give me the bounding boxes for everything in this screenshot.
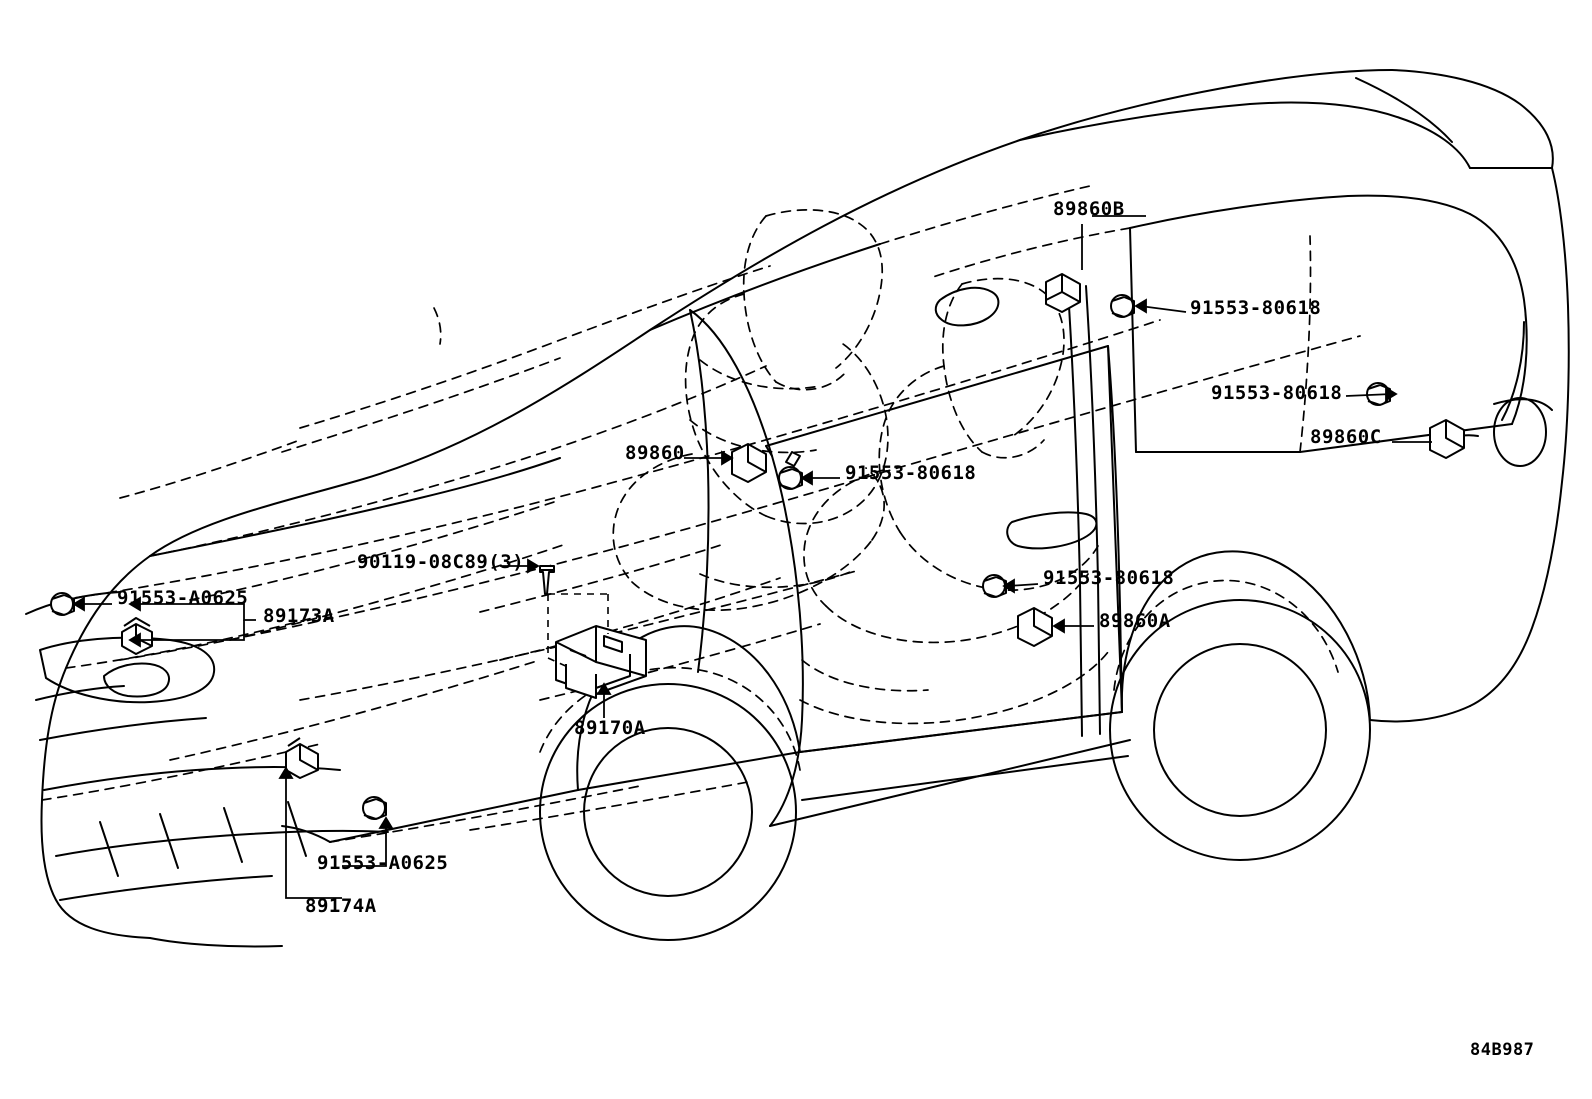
part-label-91553-80618-rear: 91553-80618 bbox=[1211, 382, 1343, 404]
part-label-89173A: 89173A bbox=[263, 605, 335, 627]
part-label-90119-08C89: 90119-08C89(3) bbox=[357, 551, 525, 573]
part-label-89860A: 89860A bbox=[1099, 610, 1171, 632]
part-label-91553-80618-rear-lower: 91553-80618 bbox=[1043, 567, 1175, 589]
part-label-89170A: 89170A bbox=[574, 717, 646, 739]
part-label-91553-A0625-upper: 91553-A0625 bbox=[117, 587, 249, 609]
part-label-89860: 89860 bbox=[625, 442, 685, 464]
figure-id: 84B987 bbox=[1470, 1040, 1535, 1060]
part-label-91553-A0625-lower: 91553-A0625 bbox=[317, 852, 449, 874]
part-label-91553-80618-upper: 91553-80618 bbox=[1190, 297, 1322, 319]
part-label-89860B: 89860B bbox=[1053, 198, 1125, 220]
part-label-91553-80618-front: 91553-80618 bbox=[845, 462, 977, 484]
part-label-89860C: 89860C bbox=[1310, 426, 1382, 448]
part-label-89174A: 89174A bbox=[305, 895, 377, 917]
